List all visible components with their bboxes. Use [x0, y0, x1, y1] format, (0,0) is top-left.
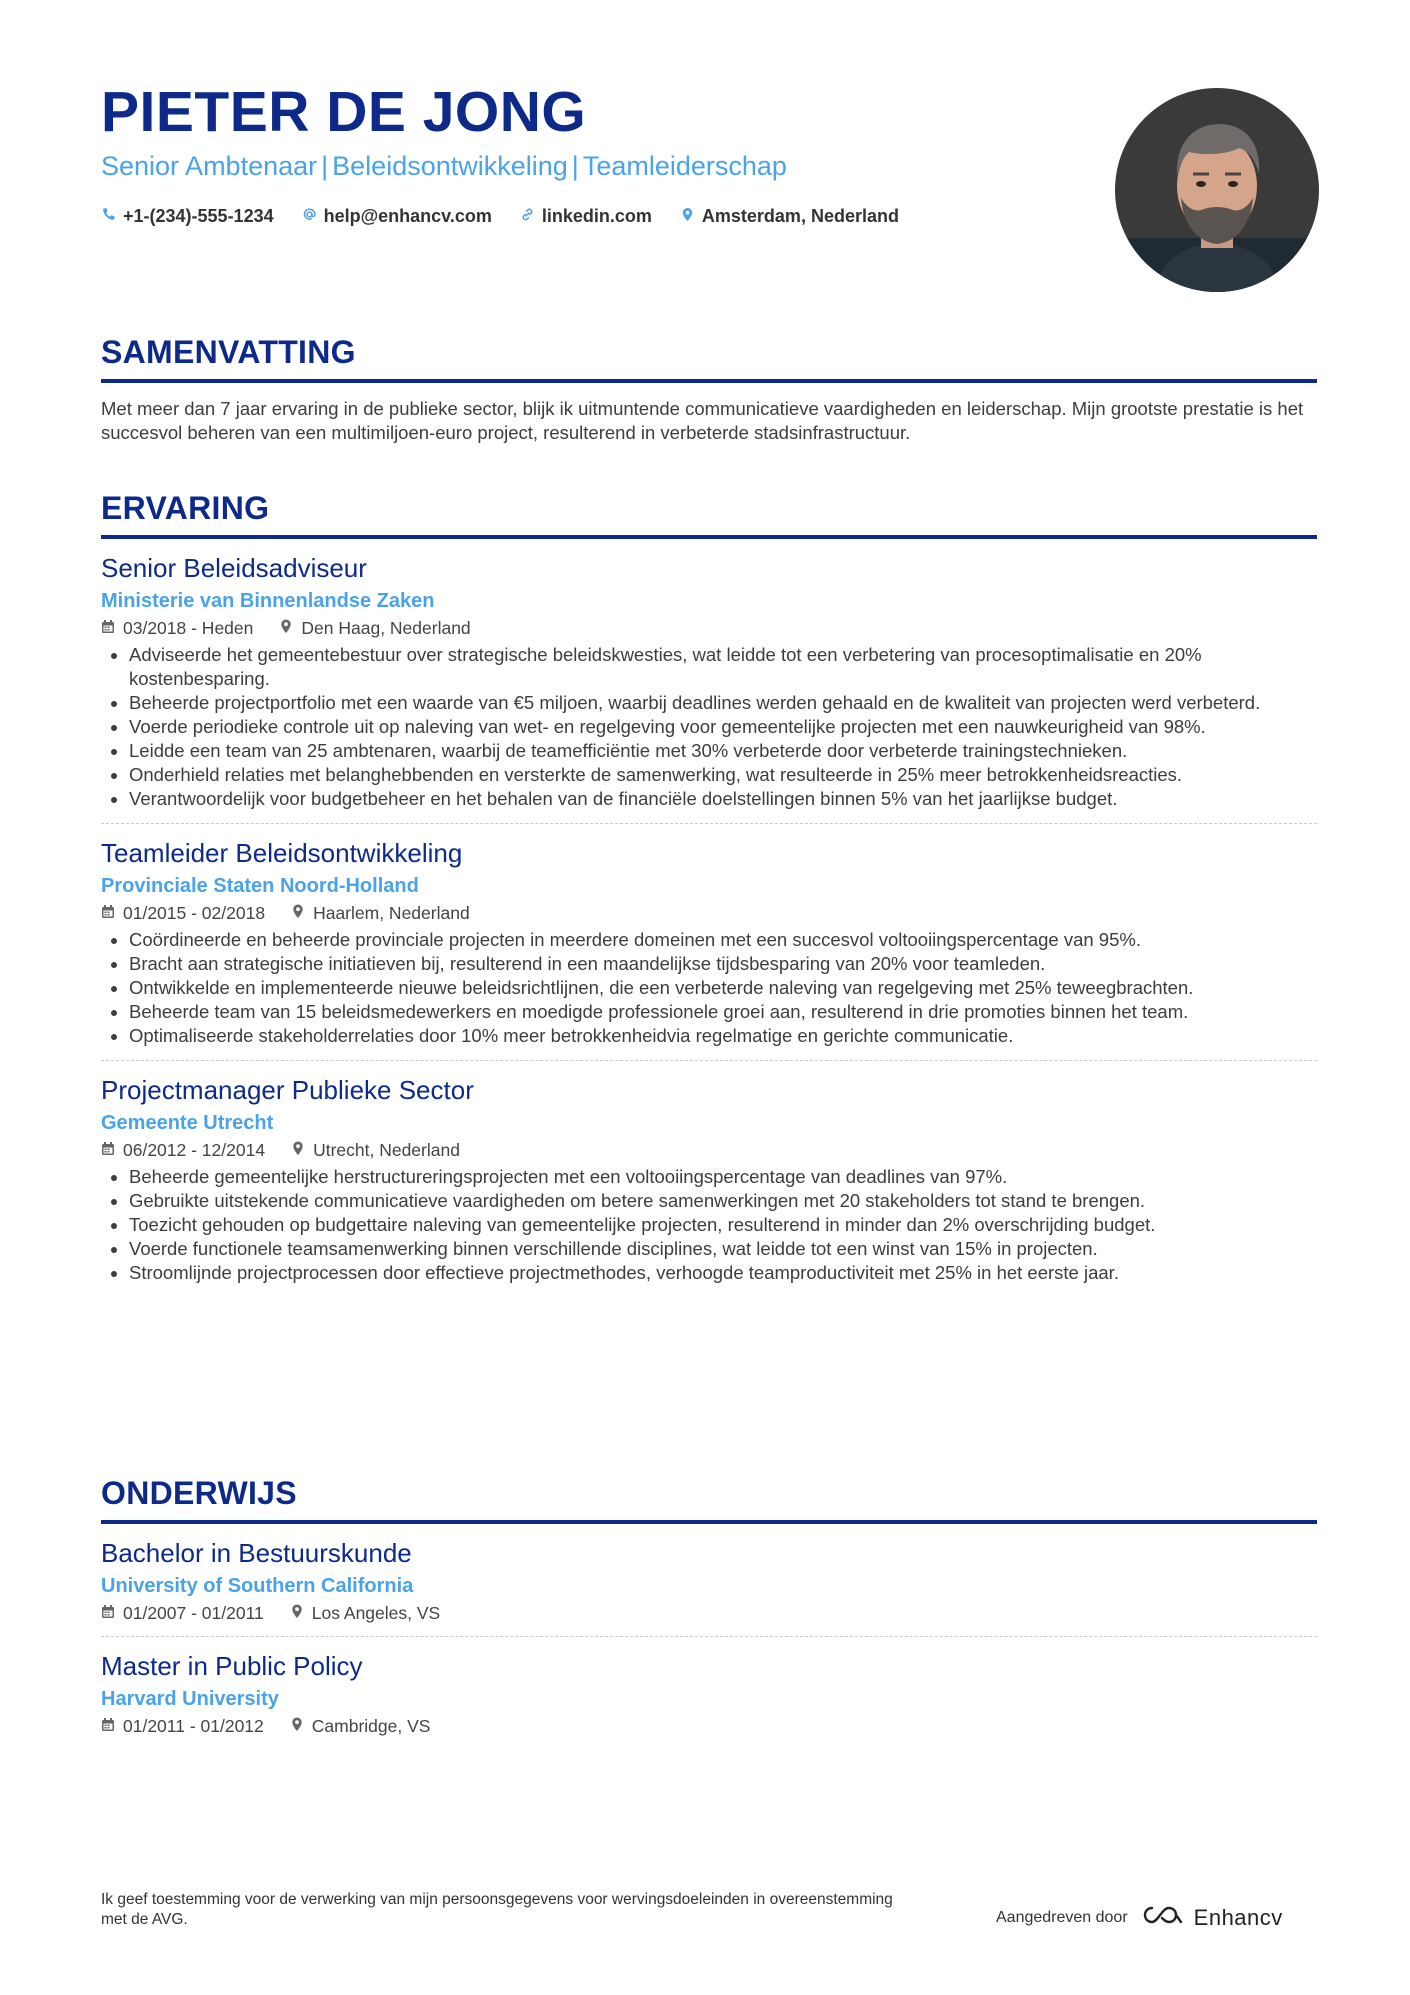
headline-item: Beleidsontwikkeling	[332, 151, 568, 181]
achievement-list	[101, 643, 1317, 811]
entry-meta	[101, 1602, 1317, 1624]
powered-by	[996, 1903, 1283, 1933]
entry-meta	[101, 617, 1317, 639]
achievement-item: • Optimaliseerde stakeholderrelaties door 10% meer betrokkenheidvia regelmatige en gerichte communicatie.	[129, 1024, 1317, 1048]
achievement-item: • Voerde periodieke controle uit op naleving van wet- en regelgeving voor gemeentelijke projecten met een nauwkeurigheid van 98%.	[129, 715, 1317, 739]
location	[291, 1139, 460, 1161]
enhancv-logo[interactable]	[1140, 1903, 1283, 1933]
contact-linkedin-text: linkedin.com	[541, 206, 652, 226]
achievement-item: • Beheerde projectportfolio met een waarde van €5 miljoen, waarbij deadlines werden gehaald en de kwaliteit van projecten werd verbeterd.	[129, 691, 1317, 715]
location-text: Haarlem, Nederland	[313, 903, 470, 923]
achievement-item: • Beheerde gemeentelijke herstructureringsprojecten met een voltooiingspercentage van deadlines van 97%.	[129, 1165, 1317, 1189]
school-name: Harvard University	[101, 1688, 279, 1710]
location-pin-icon	[290, 1602, 304, 1624]
location-pin-icon	[279, 617, 293, 639]
education-entry	[101, 1636, 1317, 1737]
experience-entry	[101, 1060, 1317, 1285]
date-text: 03/2018 - Heden	[123, 618, 254, 638]
calendar-icon	[101, 617, 115, 639]
location	[291, 902, 470, 924]
date-range	[101, 1715, 264, 1737]
experience-entry	[101, 823, 1317, 1048]
contact-phone-text: +1-(234)-555-1234	[123, 206, 274, 226]
company-name: Ministerie van Binnenlandse Zaken	[101, 590, 435, 612]
job-title: Teamleider Beleidsontwikkeling	[101, 838, 463, 868]
location	[290, 1715, 431, 1737]
contact-linkedin[interactable]	[520, 206, 652, 227]
headline	[101, 153, 787, 180]
calendar-icon	[101, 902, 115, 924]
date-text: 06/2012 - 12/2014	[123, 1140, 266, 1160]
experience-section	[101, 492, 1317, 1285]
achievement-item: • Stroomlijnde projectprocessen door effectieve projectmethodes, verhoogde teamproductiviteit met 25% in het eerste jaar.	[129, 1261, 1317, 1285]
gdpr-consent-text: Ik geef toestemming voor de verwerking van mijn persoonsgegevens voor wervingsdoeleinden in overeenstemming met de AVG.	[101, 1891, 893, 1928]
achievement-list	[101, 1165, 1317, 1285]
infinity-icon	[1140, 1903, 1186, 1933]
calendar-icon	[101, 1139, 115, 1161]
date-range	[101, 1602, 264, 1624]
achievement-item: • Beheerde team van 15 beleidsmedewerkers en moedigde professionele groei aan, resulterend in drie promoties binnen het team.	[129, 1000, 1317, 1024]
contact-location-text: Amsterdam, Nederland	[701, 206, 899, 226]
contact-email-text: help@enhancv.com	[323, 206, 492, 226]
achievement-item: • Leidde een team van 25 ambtenaren, waarbij de teamefficiëntie met 30% verbeterde door verbeterde trainingstechnieken.	[129, 739, 1317, 763]
location	[290, 1602, 440, 1624]
achievement-item: • Voerde functionele teamsamenwerking binnen verschillende disciplines, wat leidde tot een winst van 15% in projecten.	[129, 1237, 1317, 1261]
candidate-name: PIETER DE JONG	[101, 80, 587, 144]
education-section	[101, 1477, 1317, 1737]
contact-list	[101, 206, 899, 227]
profile-photo	[1115, 88, 1319, 292]
at-icon	[302, 206, 317, 227]
achievement-item: • Gebruikte uitstekende communicatieve vaardigheden om betere samenwerkingen met 20 stakeholders tot stand te brengen.	[129, 1189, 1317, 1213]
school-name: University of Southern California	[101, 1575, 414, 1597]
contact-email[interactable]	[302, 206, 492, 227]
achievement-item: • Onderhield relaties met belanghebbenden en versterkte de samenwerking, wat resulteerde in 25% meer betrokkenheidsreacties.	[129, 763, 1317, 787]
location-pin-icon	[290, 1715, 304, 1737]
education-entry	[101, 1538, 1317, 1624]
company-name: Provinciale Staten Noord-Holland	[101, 875, 419, 897]
section-title-summary: SAMENVATTING	[101, 336, 1317, 383]
location-text: Utrecht, Nederland	[313, 1140, 460, 1160]
job-title: Senior Beleidsadviseur	[101, 553, 367, 583]
contact-location	[680, 206, 899, 227]
degree-title: Bachelor in Bestuurskunde	[101, 1538, 412, 1568]
section-title-experience: ERVARING	[101, 492, 1317, 539]
headline-item: Senior Ambtenaar	[101, 151, 318, 181]
summary-text: Met meer dan 7 jaar ervaring in de publieke sector, blijk ik uitmuntende communicatieve vaardigheden en leiderschap. Mijn grootste prestatie is het succesvol beheren van een multimiljoen-euro project, resulterend in verbeterde stadsinfrastructuur.	[101, 398, 1304, 443]
contact-phone[interactable]	[101, 206, 274, 227]
location-text: Cambridge, VS	[311, 1716, 431, 1736]
location-text: Los Angeles, VS	[311, 1603, 441, 1623]
entry-meta	[101, 1715, 1317, 1737]
achievement-item: • Ontwikkelde en implementeerde nieuwe beleidsrichtlijnen, die een verbeterde naleving van regelgeving met 25% teweegbrachten.	[129, 976, 1317, 1000]
date-text: 01/2011 - 01/2012	[123, 1716, 264, 1736]
entry-meta	[101, 1139, 1317, 1161]
link-icon	[520, 206, 535, 227]
date-range	[101, 617, 253, 639]
location-pin-icon	[291, 1139, 305, 1161]
job-title: Projectmanager Publieke Sector	[101, 1075, 474, 1105]
powered-by-label: Aangedreven door	[996, 1909, 1128, 1926]
phone-icon	[101, 206, 116, 227]
experience-entry	[101, 553, 1317, 811]
date-range	[101, 902, 265, 924]
headline-separator: |	[571, 151, 579, 181]
achievement-item: • Toezicht gehouden op budgettaire naleving van gemeentelijke projecten, resulterend in minder dan 2% overschrijding budget.	[129, 1213, 1317, 1237]
calendar-icon	[101, 1715, 115, 1737]
location-pin-icon	[680, 206, 695, 227]
achievement-item: • Verantwoordelijk voor budgetbeheer en het behalen van de financiële doelstellingen binnen 5% van het jaarlijkse budget.	[129, 787, 1317, 811]
headline-separator: |	[321, 151, 329, 181]
achievement-item: • Bracht aan strategische initiatieven bij, resulterend in een maandelijkse tijdsbesparing van 20% voor teamleden.	[129, 952, 1317, 976]
degree-title: Master in Public Policy	[101, 1651, 363, 1681]
section-title-education: ONDERWIJS	[101, 1477, 1317, 1524]
brand-name: Enhancv	[1193, 1905, 1283, 1930]
date-text: 01/2015 - 02/2018	[123, 903, 266, 923]
achievement-item: • Coördineerde en beheerde provinciale projecten in meerdere domeinen met een succesvol voltooiingspercentage van 95%.	[129, 928, 1317, 952]
company-name: Gemeente Utrecht	[101, 1112, 274, 1134]
entry-meta	[101, 902, 1317, 924]
date-text: 01/2007 - 01/2011	[123, 1603, 264, 1623]
calendar-icon	[101, 1602, 115, 1624]
achievement-list	[101, 928, 1317, 1048]
location-pin-icon	[291, 902, 305, 924]
date-range	[101, 1139, 265, 1161]
achievement-item: • Adviseerde het gemeentebestuur over strategische beleidskwesties, wat leidde tot een verbetering van procesoptimalisatie en 20% kostenbesparing.	[129, 643, 1317, 691]
location	[279, 617, 470, 639]
headline-item: Teamleiderschap	[582, 151, 787, 181]
location-text: Den Haag, Nederland	[301, 618, 471, 638]
summary-section	[101, 336, 1317, 445]
